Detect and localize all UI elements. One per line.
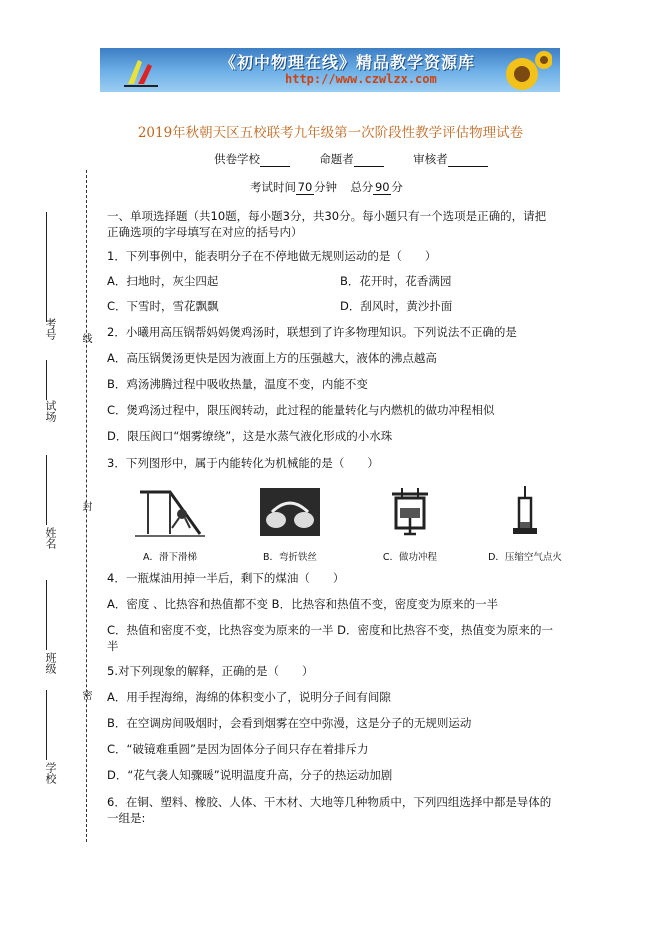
time-value: 70 [297,180,313,194]
q3-figures [120,484,570,562]
side-label-exam-no: 考号 [44,318,57,340]
side-label-name: 姓名 [44,527,57,549]
q6-stem-line1: 6．在铜、塑料、橡胶、人体、干木材、大地等几种物质中，下列四组选择中都是导体的 [107,795,552,809]
q5-option-a: A．用手捏海绵，海绵的体积变小了，说明分子间有间隙 [107,690,391,704]
school-underline [46,690,47,760]
q1-stem: 1．下列事例中，能表明分子在不停地做无规则运动的是（ ） [107,249,437,263]
q2-option-d: D．限压阀口“烟雾缭绕”，这是水蒸气液化形成的小水珠 [107,429,393,443]
q2-option-a: A．高压锅煲汤更快是因为液面上方的压强越大，液体的沸点越高 [107,351,437,365]
q5-option-d: D．“花气袭人知骤暖”说明温度升高，分子的热运动加剧 [107,768,393,782]
q4-options-cd-wrap: 半 [107,639,119,653]
provider-label: 供卷学校 [214,152,260,166]
q4-stem: 4．一瓶煤油用掉一半后，剩下的煤油（ ） [107,571,345,585]
q5-option-c: C．“破镜难重圆”是因为固体分子间只存在着排斥力 [107,742,369,756]
q1-option-c: C．下雪时，雪花飘飘 [107,299,219,313]
fire-piston-icon [485,484,565,539]
section-heading-line2: 正确选项的字母填写在对应的括号内） [107,225,303,239]
q4-options-ab: A．密度 、比热容和热值都不变 B．比热容和热值不变，密度变为原来的一半 [107,597,499,611]
time-unit: 分钟 [314,180,337,194]
q2-option-b: B．鸡汤沸腾过程中吸收热量，温度不变，内能不变 [107,377,368,391]
q4-options-cd: C．热值和密度不变，比热容变为原来的一半 D．密度和比热容不变，热值变为原来的一 [107,623,554,637]
q1-option-a: A．扫地时，灰尘四起 [107,274,219,288]
score-label: 总分 [350,180,374,194]
q2-stem: 2．小曦用高压锅帮妈妈煲鸡汤时，联想到了许多物理知识。下列说法不正确的是 [107,325,517,339]
seal-mark-seal: 封 [80,501,91,511]
class-underline [46,580,47,650]
time-label: 考试时间 [250,180,296,194]
caption-b: B．弯折铁丝 [262,552,318,563]
exam-no-underline [46,212,47,322]
q3-stem: 3．下列图形中，属于内能转化为机械能的是（ ） [107,456,379,470]
seal-mark-secret: 密 [80,690,91,700]
side-label-room: 试场 [44,400,57,422]
exam-time-line [250,179,403,195]
slide-illustration-icon [130,484,210,539]
q5-option-b: B．在空调房间吸烟时，会看到烟雾在空中弥漫，这是分子的无规则运动 [107,716,472,730]
site-banner [100,48,560,92]
side-label-school: 学校 [44,762,57,784]
name-underline [46,455,47,525]
exam-title: 2019年秋朝天区五校联考九年级第一次阶段性教学评估物理试卷 [137,125,524,141]
reviewer-label: 审核者 [413,152,448,166]
banner-title: 《初中物理在线》精品教学资源库 [220,53,476,72]
site-logo-icon [122,54,162,88]
q1-option-d: D．刮风时，黄沙扑面 [340,299,453,313]
q5-stem: 5.对下列现象的解释，正确的是（ ） [107,664,314,678]
score-value: 90 [374,180,390,194]
banner-url: http://www.czwlzx.com [285,72,437,86]
hands-bending-wire-icon [250,484,330,539]
q1-option-b: B．花开时，花香满园 [340,274,452,288]
figure-power-stroke [360,484,460,562]
figure-bend-wire [240,484,340,562]
caption-a: A．滑下滑梯 [143,552,197,563]
figure-compress-air [475,484,575,562]
q2-option-c: C．煲鸡汤过程中，限压阀转动，此过程的能量转化与内燃机的做功冲程相似 [107,403,495,417]
engine-cylinder-icon [370,484,450,539]
side-label-class: 班级 [44,652,57,674]
sunflower-icon [482,50,552,92]
setter-label: 命题者 [319,152,354,166]
caption-d: D．压缩空气点火 [488,552,562,563]
q6-stem-line2: 一组是: [107,811,146,825]
figure-slide [120,484,220,562]
room-underline [46,360,47,400]
seal-mark-line: 线 [80,333,91,343]
section-heading-line1: 一、单项选择题（共10题，每小题3分，共30分。每小题只有一个选项是正确的，请把 [107,209,547,223]
exam-staff-line [214,151,488,167]
score-unit: 分 [391,180,403,194]
caption-c: C．做功冲程 [382,552,438,563]
